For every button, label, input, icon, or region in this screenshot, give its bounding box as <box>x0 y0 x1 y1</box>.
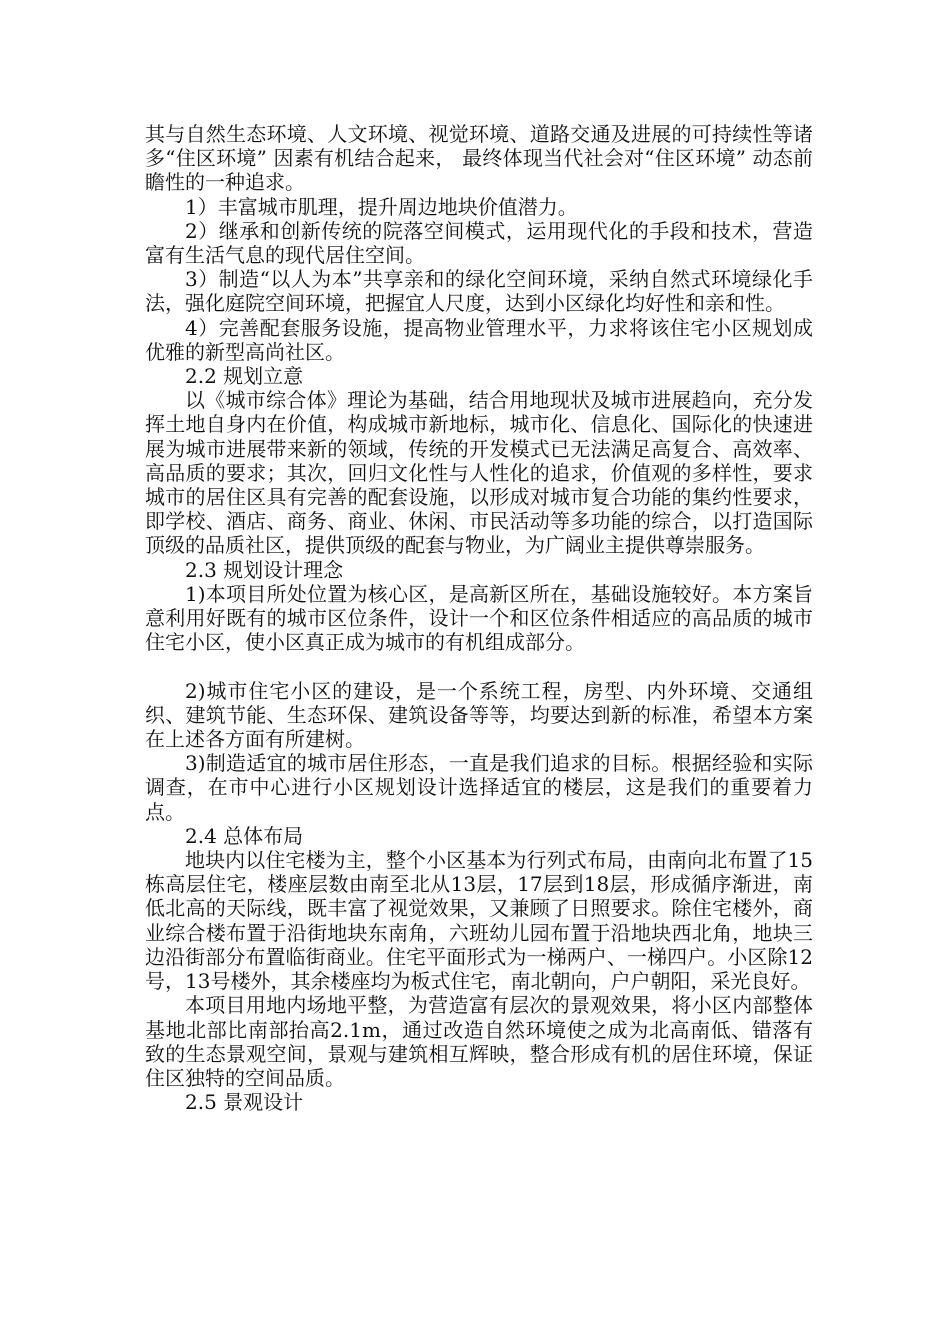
concept-item-2: 2)城市住宅小区的建设，是一个系统工程，房型、内外环境、交通组织、建筑节能、生态环保、建筑设备等等，均要达到新的标准，希望本方案在上述各方面有所建树。 <box>145 678 813 752</box>
paragraph-overall-layout: 地块内以住宅楼为主，整个小区基本为行列式布局，由南向北布置了15栋高层住宅，楼座层数由南至北从13层，17层到18层，形成循序渐进，南低北高的天际线，既丰富了视觉效果，又兼顾了日照要求。除住宅楼外，商业综合楼布置于沿街地块东南角，六班幼儿园布置于沿地块西北角，地块三边沿街部分布置临街商业。住宅平面形式为一梯两户、一梯四户。小区除12号，13号楼外，其余楼座均为板式住宅，南北朝向，户户朝阳，采光良好。 <box>145 848 813 994</box>
section-heading-2-3: 2.3 规划设计理念 <box>185 557 344 582</box>
list-item-1: 1）丰富城市肌理，提升周边地块价值潜力。 <box>185 194 578 219</box>
list-item-2: 2）继承和创新传统的院落空间模式，运用现代化的手段和技术，营造富有生活气息的现代居住空间。 <box>145 218 813 268</box>
section-heading-2-5: 2.5 景观设计 <box>185 1090 304 1115</box>
section-heading-2-4: 2.4 总体布局 <box>185 823 304 848</box>
document-page <box>145 122 813 1114</box>
paragraph-site-terrain: 本项目用地内场地平整，为营造富有层次的景观效果，将小区内部整体基地北部比南部抬高2.1m，通过改造自然环境使之成为北高南低、错落有致的生态景观空间，景观与建筑相互辉映，整合形成有机的居住环境，保证住区独特的空间品质。 <box>145 993 813 1090</box>
paragraph-planning-intent: 以《城市综合体》理论为基础，结合用地现状及城市进展趋向，充分发挥土地自身内在价值，构成城市新地标，城市化、信息化、国际化的快速进展为城市进展带来新的领域，传统的开发模式已无法满足高复合、高效率、高品质的要求；其次，回归文化性与人性化的追求，价值观的多样性，要求城市的居住区具有完善的配套设施，以形成对城市复合功能的集约性要求，即学校、酒店、商务、商业、休闲、市民活动等多功能的综合，以打造国际顶级的品质社区，提供顶级的配套与物业，为广阔业主提供尊崇服务。 <box>145 388 813 558</box>
list-item-4: 4）完善配套服务设施，提高物业管理水平，力求将该住宅小区规划成优雅的新型高尚社区。 <box>145 315 813 364</box>
paragraph-continuation: 其与自然生态环境、人文环境、视觉环境、道路交通及进展的可持续性等诸多“住区环境” 因素有机结合起来， 最终体现当代社会对“住区环境” 动态前瞻性的一种追求。 <box>145 122 813 195</box>
concept-item-1: 1)本项目所处位置为核心区，是高新区所在，基础设施较好。本方案旨意利用好既有的城市区位条件，设计一个和区位条件相适应的高品质的城市住宅小区，使小区真正成为城市的有机组成部分。 <box>145 581 813 655</box>
list-item-3: 3）制造“以人为本”共享亲和的绿化空间环境，采纳自然式环境绿化手法，强化庭院空间环境，把握宜人尺度，达到小区绿化均好性和亲和性。 <box>145 267 813 316</box>
blank-line <box>145 654 813 678</box>
concept-item-3: 3)制造适宜的城市居住形态，一直是我们追求的目标。根据经验和实际调查，在市中心进行小区规划设计选择适宜的楼层，这是我们的重要着力点。 <box>145 751 813 824</box>
section-heading-2-2: 2.2 规划立意 <box>185 364 304 389</box>
